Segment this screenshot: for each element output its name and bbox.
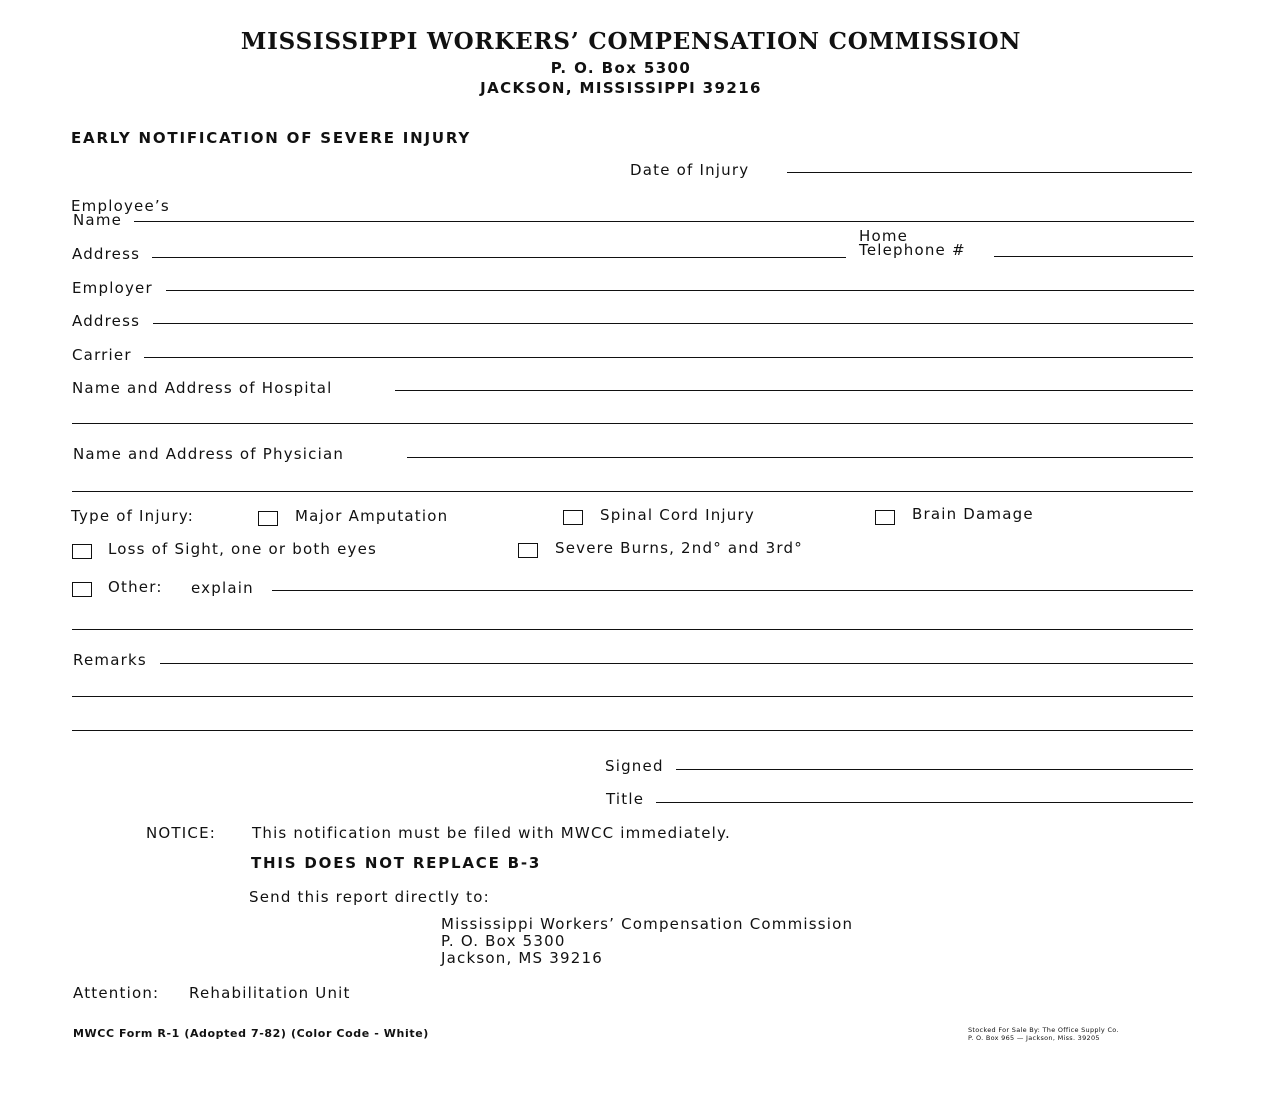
remarks-field[interactable] (160, 663, 1193, 664)
mailing-address-line1: Mississippi Workers’ Compensation Commission (441, 915, 854, 933)
date-of-injury-label: Date of Injury (630, 161, 750, 179)
employee-name-label-line1: Employee’s (71, 197, 170, 215)
not-replace-notice: THIS DOES NOT REPLACE B-3 (251, 854, 542, 872)
supplier-imprint-line2: P. O. Box 965 — Jackson, Miss. 39205 (968, 1034, 1100, 1042)
title-label: Title (606, 790, 645, 808)
header-city: JACKSON, MISSISSIPPI 39216 (480, 79, 762, 97)
employer-address-field[interactable] (153, 323, 1193, 324)
physician-label: Name and Address of Physician (73, 445, 345, 463)
mailing-address-line2: P. O. Box 5300 (441, 932, 566, 950)
attention-label: Attention: (73, 984, 160, 1002)
brain-damage-checkbox[interactable] (875, 510, 895, 525)
home-telephone-label-line1: Home (859, 227, 909, 245)
remarks-field-line3[interactable] (72, 730, 1193, 731)
type-of-injury-label: Type of Injury: (71, 507, 195, 525)
signed-label: Signed (605, 757, 664, 775)
home-telephone-label (859, 229, 966, 257)
major-amputation-checkbox[interactable] (258, 511, 278, 526)
notice-label: NOTICE: (146, 824, 217, 842)
remarks-field-line2[interactable] (72, 696, 1193, 697)
hospital-label: Name and Address of Hospital (72, 379, 333, 397)
physician-field[interactable] (407, 457, 1193, 458)
form-code: MWCC Form R-1 (Adopted 7-82) (Color Code - White) (73, 1027, 429, 1040)
form-title: EARLY NOTIFICATION OF SEVERE INJURY (71, 129, 472, 147)
explain-field[interactable] (272, 590, 1193, 591)
employee-name-field[interactable] (134, 221, 1194, 222)
carrier-label: Carrier (72, 346, 132, 364)
home-telephone-label-line2: Telephone # (859, 241, 966, 259)
employee-name-label (71, 199, 170, 227)
commission-title: MISSISSIPPI WORKERS’ COMPENSATION COMMISSION (240, 28, 1022, 55)
mailing-address-line3: Jackson, MS 39216 (441, 949, 603, 967)
employer-address-label: Address (72, 312, 141, 330)
carrier-field[interactable] (144, 357, 1193, 358)
supplier-imprint-line1: Stocked For Sale By: The Office Supply Co. (968, 1026, 1119, 1034)
notice-text: This notification must be filed with MWCC immediately. (252, 824, 731, 842)
major-amputation-label: Major Amputation (295, 507, 449, 525)
spinal-cord-label: Spinal Cord Injury (600, 506, 755, 524)
loss-of-sight-label: Loss of Sight, one or both eyes (108, 540, 378, 558)
other-injury-checkbox[interactable] (72, 582, 92, 597)
mailing-address (441, 916, 853, 967)
employer-field[interactable] (166, 290, 1194, 291)
other-injury-label: Other: (108, 578, 163, 596)
severe-burns-label: Severe Burns, 2nd° and 3rd° (555, 539, 803, 557)
spinal-cord-checkbox[interactable] (563, 510, 583, 525)
employee-address-field[interactable] (152, 257, 846, 258)
loss-of-sight-checkbox[interactable] (72, 544, 92, 559)
physician-field-line2[interactable] (72, 491, 1193, 492)
signed-field[interactable] (676, 769, 1193, 770)
brain-damage-label: Brain Damage (912, 505, 1034, 523)
date-of-injury-field[interactable] (787, 172, 1192, 173)
attention-value: Rehabilitation Unit (189, 984, 351, 1002)
home-telephone-field[interactable] (994, 256, 1193, 257)
supplier-imprint (968, 1026, 1119, 1042)
header-po-box: P. O. Box 5300 (550, 59, 692, 77)
send-report-text: Send this report directly to: (249, 888, 490, 906)
employer-label: Employer (72, 279, 153, 297)
hospital-field-line2[interactable] (72, 423, 1193, 424)
employee-name-label-line2: Name (73, 211, 123, 229)
explain-label: explain (191, 579, 254, 597)
remarks-label: Remarks (73, 651, 147, 669)
title-field[interactable] (656, 802, 1193, 803)
hospital-field[interactable] (395, 390, 1193, 391)
severe-burns-checkbox[interactable] (518, 543, 538, 558)
employee-address-label: Address (72, 245, 141, 263)
explain-field-line2[interactable] (72, 629, 1193, 630)
